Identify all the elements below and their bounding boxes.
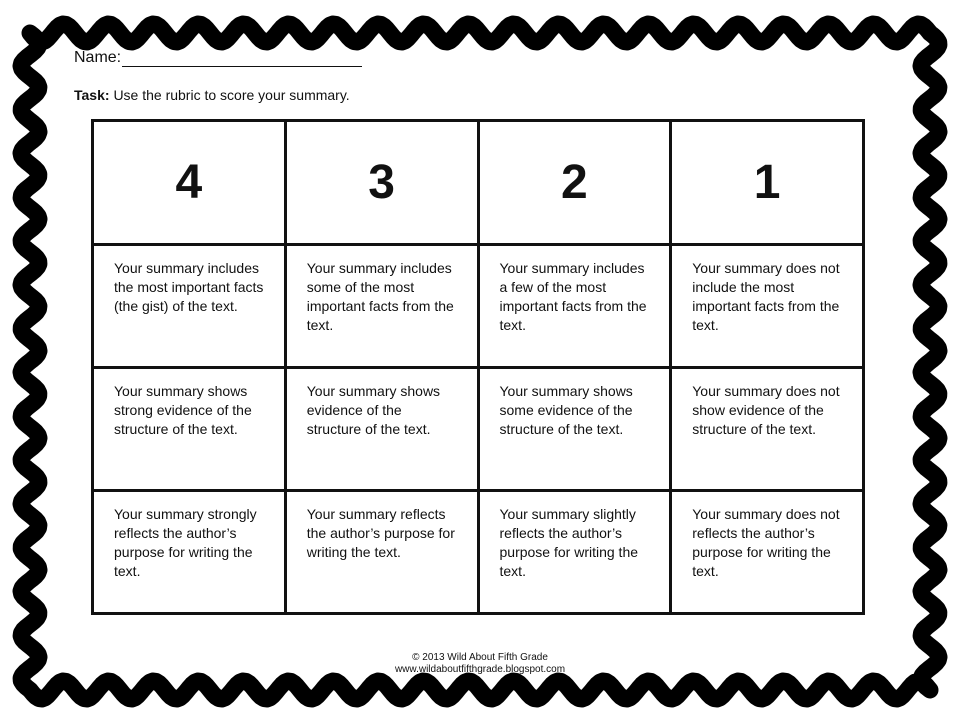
rubric-cell-text: Your summary reflects the author’s purpose for writing the text.	[306, 506, 455, 560]
rubric-cell	[93, 368, 286, 491]
criteria-row-facts	[93, 245, 864, 368]
name-label: Name:	[74, 49, 122, 66]
score-header-3: 3	[285, 121, 478, 245]
criteria-row-structure	[93, 368, 864, 491]
task-text: Use the rubric to score your summary.	[113, 87, 350, 103]
task-label: Task:	[74, 87, 110, 103]
rubric-cell-text: Your summary strongly reflects the author’s purpose for writing the text.	[114, 506, 257, 579]
score-header-1: 1	[671, 121, 864, 245]
rubric-cell-text: Your summary shows some evidence of the structure of the text.	[499, 383, 633, 437]
copyright-text: © 2013 Wild About Fifth Grade	[412, 652, 548, 663]
rubric-cell	[285, 368, 478, 491]
rubric-cell	[478, 368, 671, 491]
rubric-cell-text: Your summary includes some of the most important facts from the text.	[306, 260, 454, 333]
name-field	[74, 48, 362, 67]
rubric-cell	[285, 491, 478, 614]
rubric-cell-text: Your summary does not show evidence of the structure of the text.	[692, 383, 840, 437]
name-blank-line	[122, 48, 362, 67]
rubric-cell	[478, 491, 671, 614]
rubric-cell-text: Your summary shows strong evidence of the structure of the text.	[114, 383, 252, 437]
rubric-cell-text: Your summary shows evidence of the structure of the text.	[306, 383, 441, 437]
rubric-cell-text: Your summary includes the most important facts (the gist) of the text.	[114, 260, 264, 314]
score-header-4: 4	[93, 121, 286, 245]
rubric-cell	[478, 245, 671, 368]
rubric-cell	[671, 491, 864, 614]
rubric-cell	[671, 368, 864, 491]
task-instruction	[74, 87, 350, 103]
rubric-cell-text: Your summary does not reflects the author’s purpose for writing the text.	[692, 506, 840, 579]
score-header-2: 2	[478, 121, 671, 245]
rubric-table	[91, 119, 865, 615]
rubric-cell-text: Your summary slightly reflects the author’s purpose for writing the text.	[499, 506, 639, 579]
rubric-cell-text: Your summary does not include the most important facts from the text.	[692, 260, 840, 333]
criteria-row-purpose	[93, 491, 864, 614]
rubric-cell	[285, 245, 478, 368]
rubric-cell-text: Your summary includes a few of the most important facts from the text.	[499, 260, 647, 333]
rubric-cell	[93, 491, 286, 614]
rubric-cell	[93, 245, 286, 368]
rubric-cell	[671, 245, 864, 368]
footer-url: www.wildaboutfifthgrade.blogspot.com	[394, 664, 566, 675]
score-header-row	[93, 121, 864, 245]
